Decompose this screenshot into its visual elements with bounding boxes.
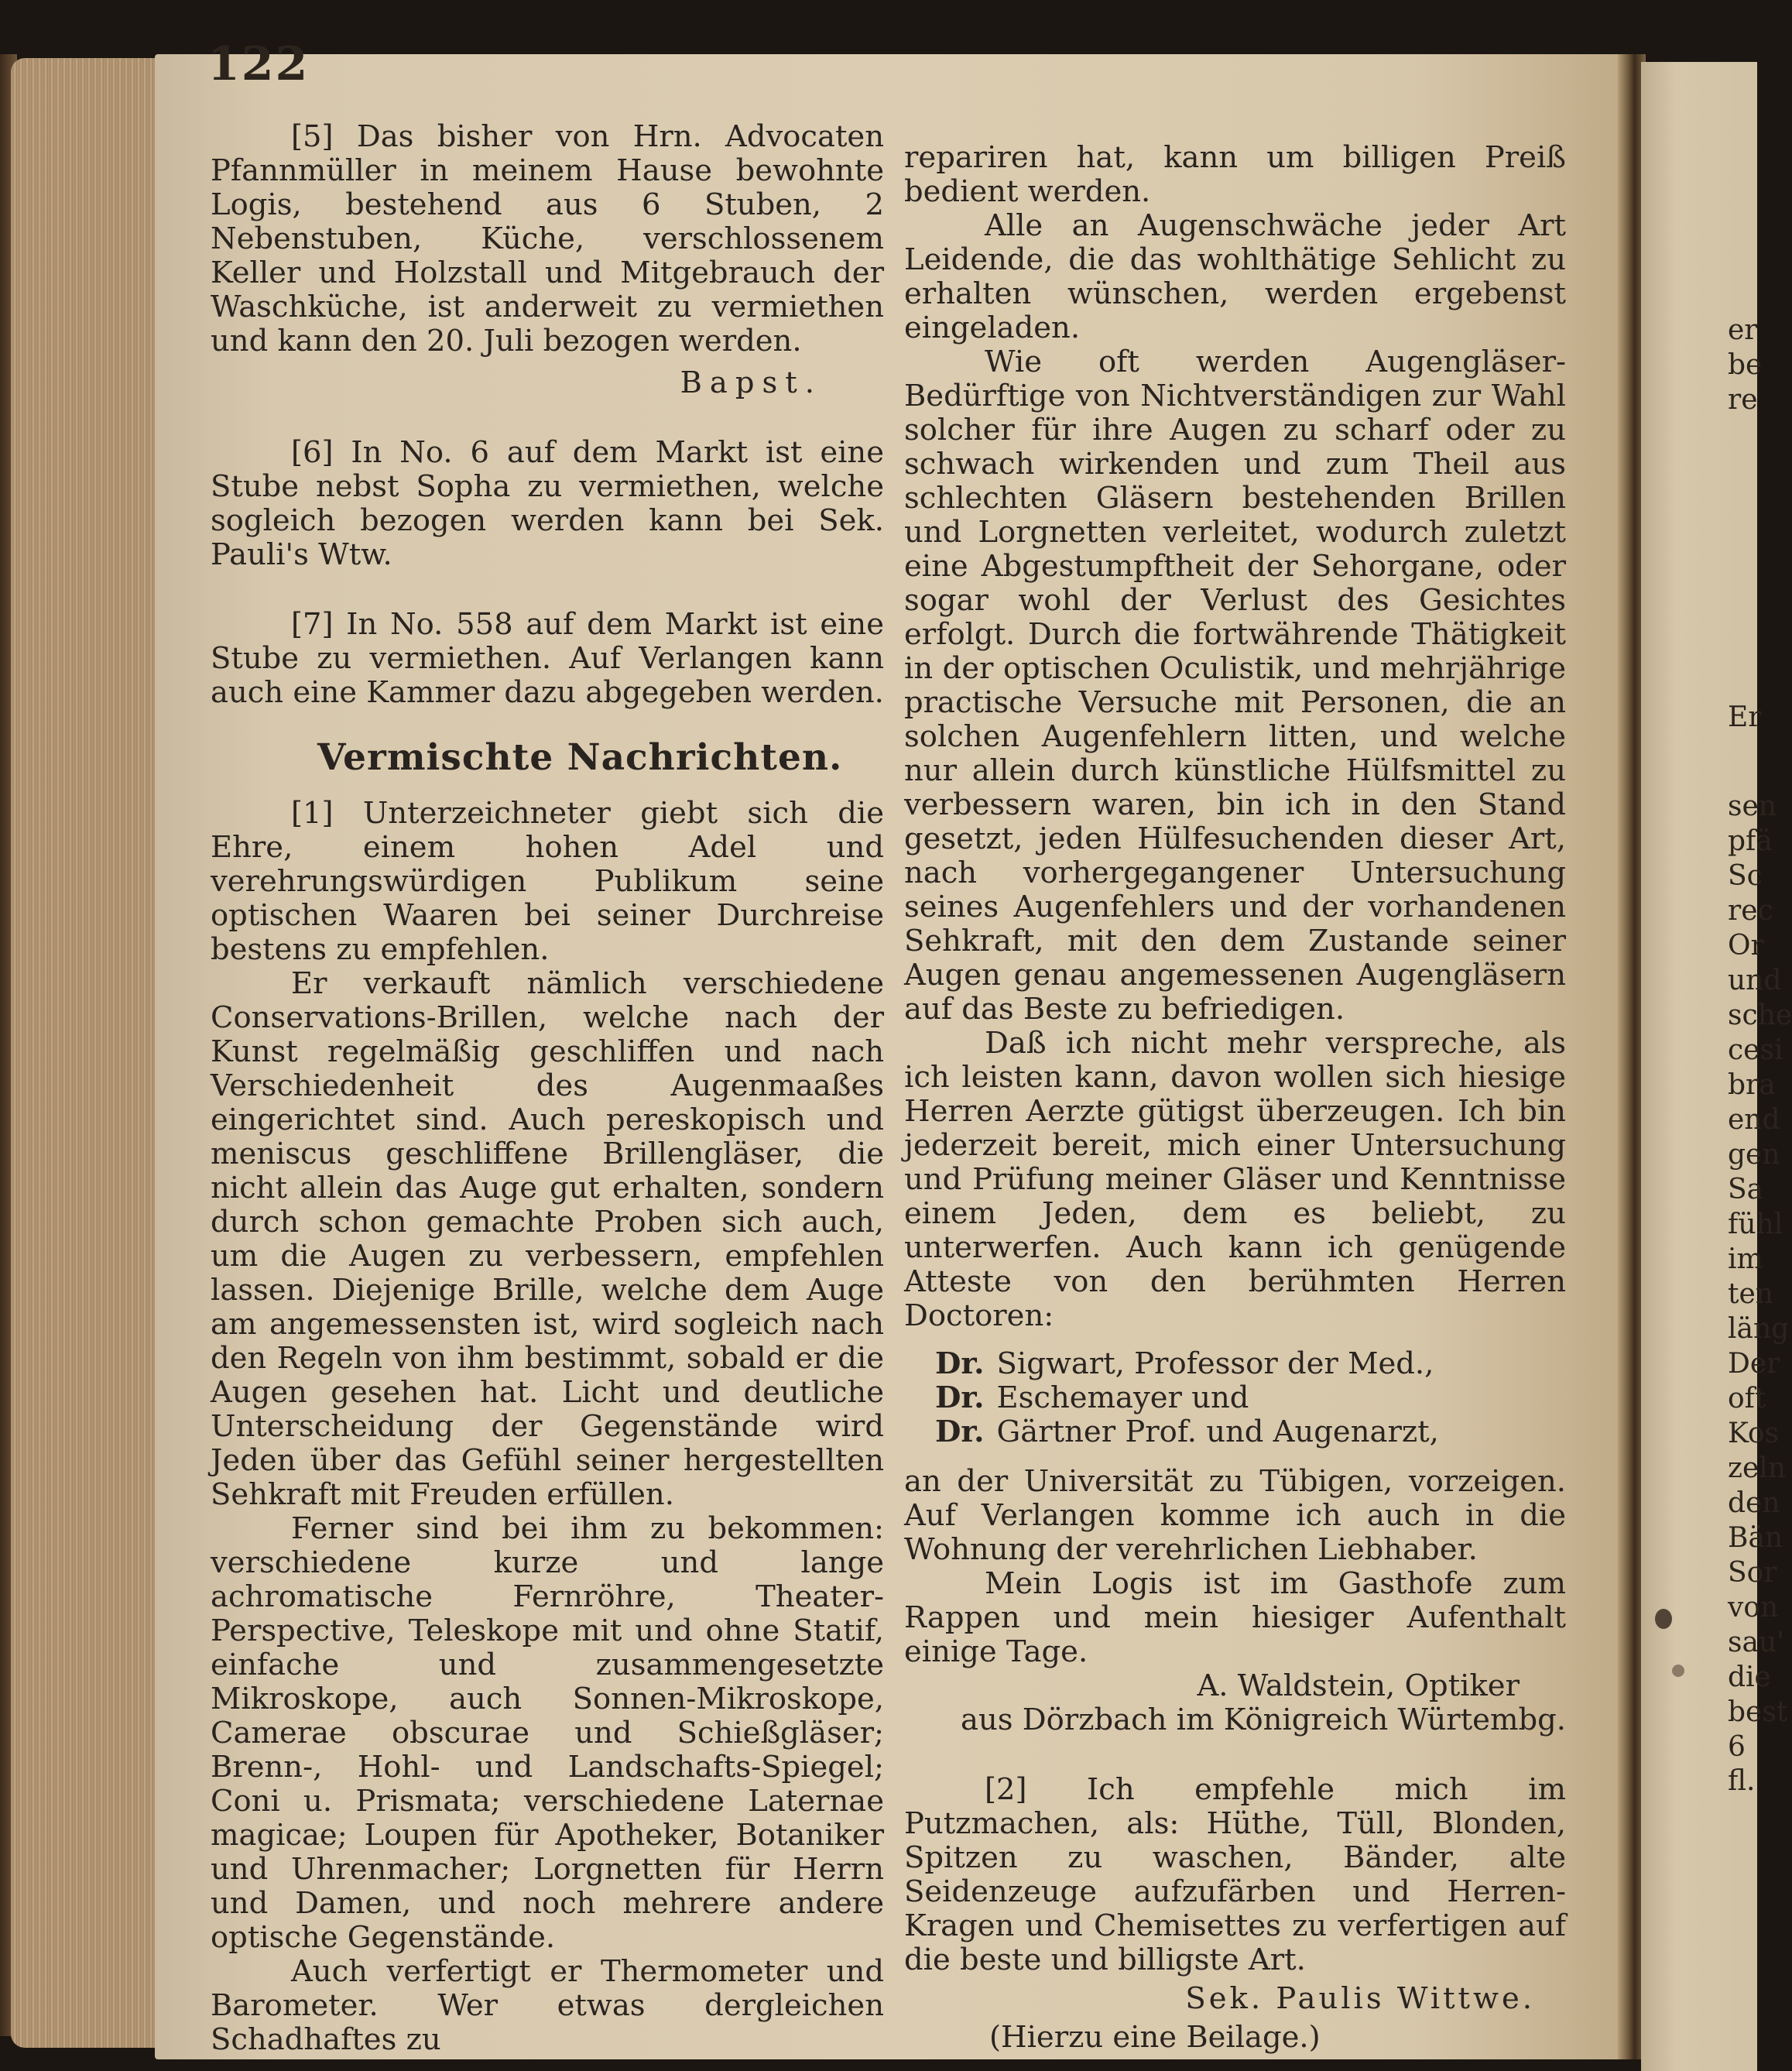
ad-6: [6] In No. 6 auf dem Markt ist eine Stube nebst Sopha zu vermiethen, welche sogleich bezogen werden kann bei Sek. Pauli's Wtw.	[211, 435, 884, 572]
left-column	[211, 120, 884, 2057]
ad-1-how-often: Wie oft werden Augengläser-Bedürftige von Nichtverständigen zur Wahl solcher für ihre Augen zu scharf oder zu schwach wirkenden und zum Theil aus schlechten Gläsern bestehenden Brillen und Lorgnetten verleitet, wodurch zuletzt eine Abgestumpftheit der Sehorgane, oder sogar wohl der Verlust des Gesichtes erfolgt. Durch die fortwährende Thätigkeit in der optischen Oculistik, und mehrjährige practische Versuche mit Personen, die an solchen Augenfehlern litten, und welche nur allein durch künstliche Hülfsmittel zu verbessern waren, bin ich in den Stand gesetzt, jeden Hülfesuchenden dieser Art, nach vorhergegangener Untersuchung seines Augenfehlers und der vorhandenen Sehkraft, mit den dem Zustande seiner Augen genau angemessenen Augengläsern auf das Beste zu befriedigen.	[904, 345, 1566, 1027]
facing-page-fragment: Sa	[1728, 1174, 1764, 1205]
page-number: 122	[207, 37, 310, 91]
facing-page-fragment: be	[1728, 349, 1763, 381]
facing-page-fragment: Kos	[1728, 1418, 1780, 1449]
ad-1-signature-name: A. Waldstein, Optiker	[1197, 1668, 1520, 1703]
facing-page-fragment: end	[1728, 1104, 1780, 1136]
facing-page-fragment: rec	[1728, 895, 1773, 927]
ad-5-signature: Bapst.	[680, 365, 822, 400]
facing-page-fragment: läng	[1728, 1313, 1790, 1345]
ad-1-weak-eyes: Alle an Augenschwäche jeder Art Leidende, die das wohlthätige Sehlicht zu erhalten wünschen, werden ergebenst eingeladen.	[904, 208, 1566, 345]
facing-page-fragment: sche	[1728, 999, 1792, 1031]
doctor-list	[935, 1347, 1566, 1449]
facing-page-fragment: fühl	[1728, 1209, 1783, 1240]
supplement-note: (Hierzu eine Beilage.)	[989, 2020, 1321, 2055]
ad-1-continuation: repariren hat, kann um billigen Preiß bedient werden.	[904, 140, 1566, 209]
ad-1-intro: [1] Unterzeichneter giebt sich die Ehre, einem hohen Adel und verehrungswürdigen Publikum seine optischen Waaren bei seiner Durchreise bestens zu empfehlen.	[211, 796, 884, 967]
doctor-entry: Dr. Gärtner Prof. und Augenarzt,	[935, 1414, 1439, 1449]
facing-page-fragment: gen	[1728, 1139, 1780, 1171]
facing-page-fragment: Or	[1728, 930, 1764, 962]
ad-1-instruments: Ferner sind bei ihm zu bekommen: verschiedene kurze und lange achromatische Fernröhre, Theater-Perspective, Teleskope mit und ohne Statif, einfache und zusammengesetzte Mikroskope, auch Sonnen-Mikroskope, Camerae obscurae und Schießgläser; Brenn-, Hohl- und Landschafts-Spiegel; Coni u. Prismata; verschiedene Laternae magicae; Loupen für Apotheker, Botaniker und Uhrenmacher; Lorgnetten für Herrn und Damen, und noch mehrere andere optische Gegenstände.	[211, 1511, 884, 1955]
ad-1-signature-place: aus Dörzbach im Königreich Würtembg.	[961, 1702, 1566, 1737]
ad-7: [7] In No. 558 auf dem Markt ist eine Stube zu vermiethen. Auf Verlangen kann auch eine Kammer dazu abgegeben werden.	[211, 607, 884, 710]
facing-page-fragment: Er	[1728, 701, 1762, 733]
facing-page-fragment: den	[1728, 1487, 1780, 1519]
facing-page-fragment: cesi	[1728, 1034, 1783, 1066]
facing-page-fragment: re	[1728, 384, 1758, 416]
right-column	[904, 141, 1566, 2055]
doctor-entry: Dr. Sigwart, Professor der Med.,	[935, 1346, 1434, 1381]
facing-page-fragment: pfä	[1728, 825, 1773, 857]
ad-2-signature: Sek. Paulis Wittwe.	[1185, 1981, 1535, 2016]
ad-5: [5] Das bisher von Hrn. Advocaten Pfannmüller in meinem Hause bewohnte Logis, bestehend aus 6 Stuben, 2 Nebenstuben, Küche, verschlossenem Keller und Holzstall und Mitgebrauch der Waschküche, ist anderweit zu vermiethen und kann den 20. Juli bezogen werden.	[211, 119, 884, 358]
facing-page-fragment: sau'	[1728, 1627, 1785, 1658]
paper-speck	[1672, 1665, 1684, 1677]
facing-page-fragment: best	[1728, 1696, 1788, 1728]
facing-page-fragment: er	[1728, 314, 1758, 346]
facing-page-fragment: Bän	[1728, 1522, 1783, 1554]
facing-page-fragment: oft	[1728, 1383, 1766, 1414]
facing-page-fragment: sen	[1728, 790, 1777, 822]
ad-2: [2] Ich empfehle mich im Putzmachen, als: Hüthe, Tüll, Blonden, Spitzen zu waschen, Bänder, alte Seidenzeuge aufzufärben und Herren-Kragen und Chemisettes zu verfertigen auf die beste und billigste Art.	[904, 1772, 1566, 1977]
ad-1-thermometers: Auch verfertigt er Thermometer und Barometer. Wer etwas dergleichen Schadhaftes zu	[211, 1954, 884, 2057]
ad-1-glasses: Er verkauft nämlich verschiedene Conservations-Brillen, welche nach der Kunst regelmäßig geschliffen und nach Verschiedenheit des Augenmaaßes eingerichtet sind. Auch peresk​opisch und meniscus geschliffene Brillengläser, die nicht allein das Auge gut erhalten, sondern durch schon gemachte Proben sich auch, um die Augen zu verbessern, empfehlen lassen. Diejenige Brille, welche dem Auge am angemessensten ist, wird sogleich nach den Regeln von ihm bestimmt, sobald er die Augen gesehen hat. Licht und deutliche Unterscheidung der Gegenstände wird Jeden über das Gefühl seiner hergestellten Sehkraft mit Freuden erfüllen.	[211, 966, 884, 1512]
facing-page-fragment: Sc	[1728, 860, 1763, 892]
facing-page-fragment: von	[1728, 1592, 1779, 1624]
ad-1-lodging: Mein Logis ist im Gasthofe zum Rappen und mein hiesiger Aufenthalt einige Tage.	[904, 1566, 1566, 1669]
ad-1-university: an der Universität zu Tübigen, vorzeigen. Auf Verlangen komme ich auch in die Wohnung der verehrlichen Liebhaber.	[904, 1464, 1566, 1567]
facing-page-fragment: im	[1728, 1243, 1763, 1275]
section-heading: Vermischte Nachrichten.	[317, 736, 843, 779]
ad-1-promise: Daß ich nicht mehr verspreche, als ich leisten kann, davon wollen sich hiesige Herren Aerzte gütigst überzeugen. Ich bin jederzeit bereit, mich einer Untersuchung und Prüfung meiner Gläser und Kenntnisse einem Jeden, dem es beliebt, zu unterwerfen. Auch kann ich genügende Atteste von den berühmten Herren Doctoren:	[904, 1026, 1566, 1333]
facing-page-fragment: zeln	[1728, 1452, 1786, 1484]
doctor-entry: Dr. Eschemayer und	[935, 1380, 1249, 1415]
facing-page-fragment: bra	[1728, 1069, 1776, 1101]
facing-page-fragment: die	[1728, 1661, 1771, 1693]
facing-page-fragment: 6 fl.	[1728, 1731, 1756, 1797]
paper-speck	[1655, 1609, 1672, 1629]
facing-page-fragment: ten	[1728, 1278, 1773, 1310]
facing-page-fragment: Der	[1728, 1348, 1780, 1380]
facing-page-fragment: Sor	[1728, 1557, 1777, 1589]
facing-page-fragment: und	[1728, 965, 1782, 996]
